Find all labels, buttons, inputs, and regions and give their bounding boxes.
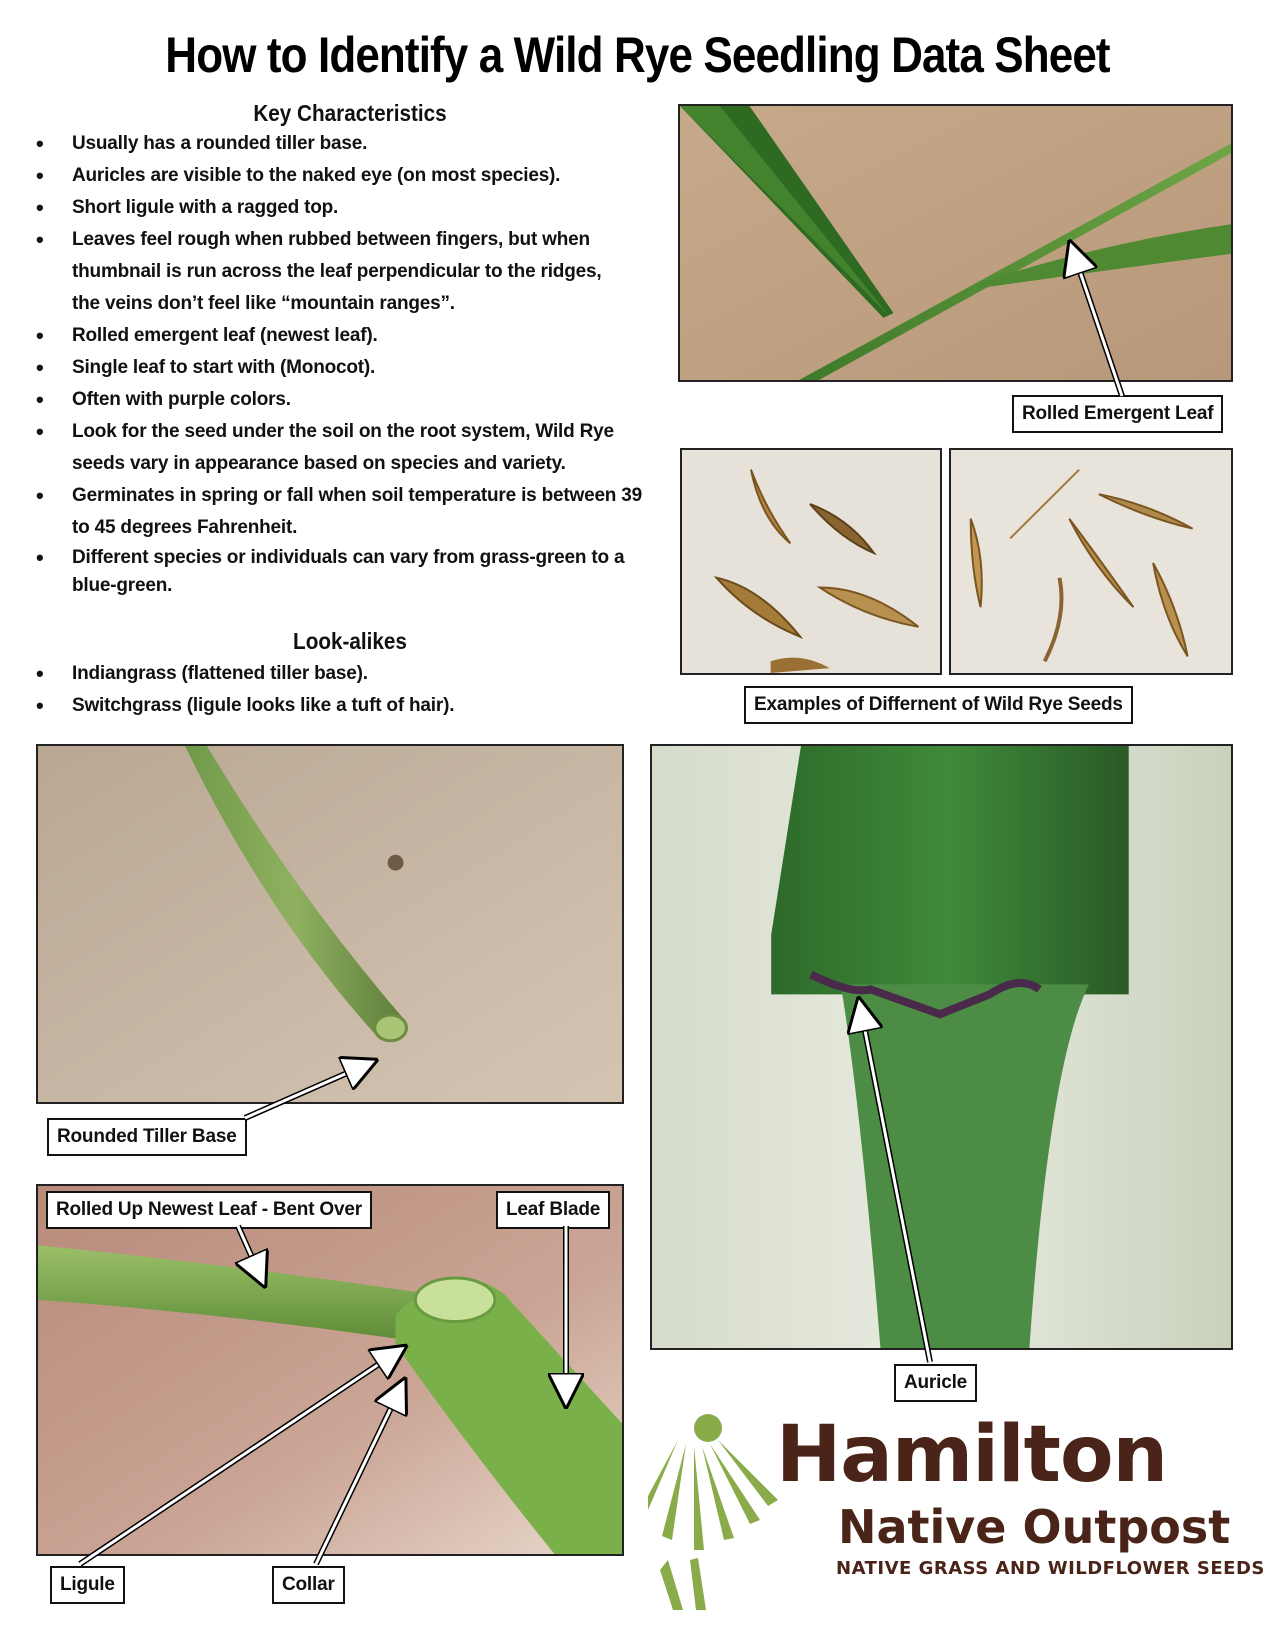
ligule-label: Ligule bbox=[50, 1566, 125, 1604]
seed-examples-label: Examples of Differnent of Wild Rye Seeds bbox=[744, 686, 1133, 724]
rolled-up-newest-leaf-label: Rolled Up Newest Leaf - Bent Over bbox=[46, 1191, 372, 1229]
collar-ligule-photo bbox=[36, 1184, 624, 1556]
list-item: • Switchgrass (ligule looks like a tuft of hair). bbox=[34, 690, 659, 722]
auricle-photo bbox=[650, 744, 1233, 1350]
list-item: • Look for the seed under the soil on the root system, Wild Rye seeds vary in appearance based on species and variety. bbox=[34, 416, 659, 480]
list-item: • Leaves feel rough when rubbed between fingers, but when thumbnail is run across the leaf perpendicular to the ridges, the veins don’t feel like “mountain ranges”. bbox=[34, 224, 659, 320]
auricle-label: Auricle bbox=[894, 1364, 977, 1402]
key-characteristics-heading: Key Characteristics bbox=[253, 100, 447, 126]
list-item: • Auricles are visible to the naked eye (on most species). bbox=[34, 160, 659, 192]
list-item: • Different species or individuals can vary from grass-green to a blue-green. bbox=[34, 544, 659, 600]
list-item: • Usually has a rounded tiller base. bbox=[34, 128, 659, 160]
list-item: • Short ligule with a ragged top. bbox=[34, 192, 659, 224]
leaf-blade-label: Leaf Blade bbox=[496, 1191, 610, 1229]
look-alikes-list bbox=[34, 658, 659, 722]
list-item: • Germinates in spring or fall when soil temperature is between 39 to 45 degrees Fahrenheit. bbox=[34, 480, 659, 544]
page-title: How to Identify a Wild Rye Seedling Data Sheet bbox=[165, 27, 1110, 83]
seed-photo-right bbox=[949, 448, 1233, 675]
list-item: • Single leaf to start with (Monocot). bbox=[34, 352, 659, 384]
coneflower-logo-icon bbox=[648, 1410, 788, 1610]
collar-label: Collar bbox=[272, 1566, 345, 1604]
rounded-tiller-base-label: Rounded Tiller Base bbox=[47, 1118, 247, 1156]
list-item: • Often with purple colors. bbox=[34, 384, 659, 416]
rolled-emergent-leaf-label: Rolled Emergent Leaf bbox=[1012, 395, 1223, 433]
logo-tagline: NATIVE GRASS AND WILDFLOWER SEEDS bbox=[836, 1558, 1265, 1579]
list-item: • Rolled emergent leaf (newest leaf). bbox=[34, 320, 659, 352]
seed-photo-left bbox=[680, 448, 942, 675]
rounded-tiller-base-photo bbox=[36, 744, 624, 1104]
list-item: • Indiangrass (flattened tiller base). bbox=[34, 658, 659, 690]
logo-name: Hamilton bbox=[776, 1410, 1168, 1500]
rolled-emergent-leaf-photo bbox=[678, 104, 1233, 382]
look-alikes-heading: Look-alikes bbox=[293, 628, 407, 654]
logo-subname: Native Outpost bbox=[838, 1500, 1231, 1554]
key-characteristics-list bbox=[34, 128, 659, 600]
